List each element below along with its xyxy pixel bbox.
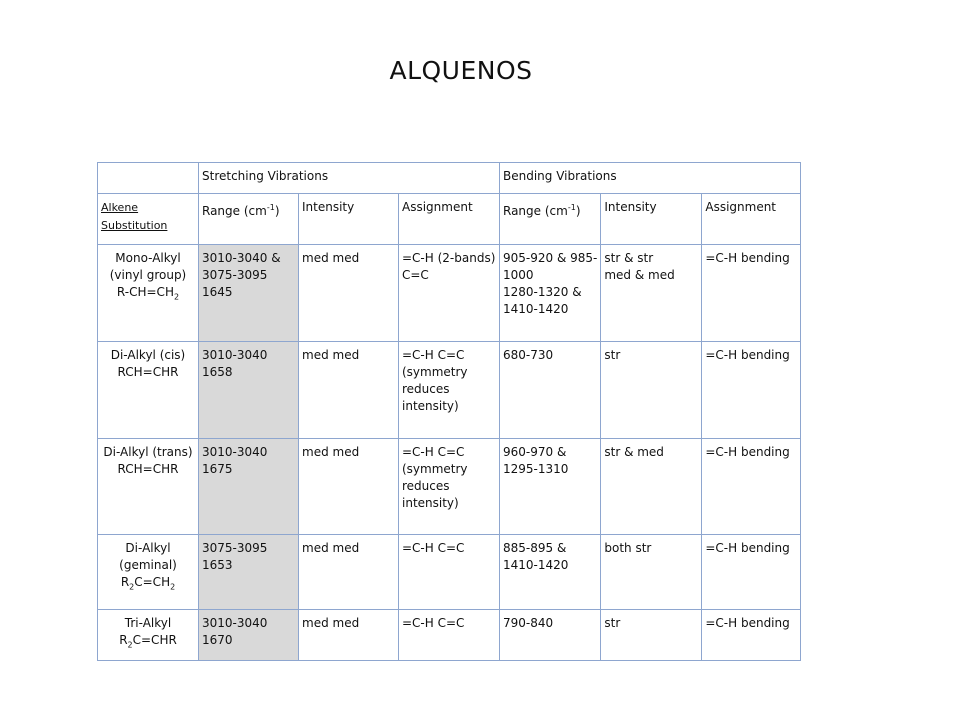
bending-vibrations-header: Bending Vibrations <box>500 163 801 194</box>
stretch-intensity-cell: med med <box>299 245 399 342</box>
bend-assignment-cell: =C-H bending <box>702 610 801 661</box>
bend-assignment-cell: =C-H bending <box>702 342 801 439</box>
substitution-cell: Di-Alkyl (geminal) $R_2C=CH_2$ <box>98 535 199 610</box>
stretch-intensity-cell: med med <box>299 610 399 661</box>
bend-range-cell: 790-840 <box>500 610 601 661</box>
bend-assignment-cell: =C-H bending <box>702 439 801 535</box>
table-group-header-row <box>98 163 801 194</box>
stretch-range-cell: 3075-3095 1653 <box>199 535 299 610</box>
header-range-stretch: Range $(cm^{-1})$ <box>199 194 299 245</box>
header-intensity-bend: Intensity <box>601 194 702 245</box>
stretch-range-cell: 3010-3040 & 3075-3095 1645 <box>199 245 299 342</box>
bend-assignment-cell: =C-H bending <box>702 535 801 610</box>
bend-intensity-cell: str <box>601 342 702 439</box>
bend-range-cell: 905-920 & 985- 1000 1280-1320 & 1410-1420 <box>500 245 601 342</box>
stretch-assignment-cell: =C-H (2-bands) C=C <box>399 245 500 342</box>
bend-assignment-cell: =C-H bending <box>702 245 801 342</box>
stretch-range-cell: 3010-3040 1658 <box>199 342 299 439</box>
stretch-assignment-cell: =C-H C=C (symmetry reduces intensity) <box>399 342 500 439</box>
stretch-assignment-cell: =C-H C=C (symmetry reduces intensity) <box>399 439 500 535</box>
table-row <box>98 535 801 610</box>
stretch-range-cell: 3010-3040 1675 <box>199 439 299 535</box>
table-column-header-row <box>98 194 801 245</box>
header-assignment-stretch: Assignment <box>399 194 500 245</box>
table-row <box>98 439 801 535</box>
stretch-intensity-cell: med med <box>299 535 399 610</box>
stretch-intensity-cell: med med <box>299 342 399 439</box>
stretch-range-cell: 3010-3040 1670 <box>199 610 299 661</box>
table-row <box>98 610 801 661</box>
substitution-cell: Tri-Alkyl $R_2C=CHR$ <box>98 610 199 661</box>
bend-intensity-cell: str & str med & med <box>601 245 702 342</box>
alkene-ir-table <box>97 162 801 661</box>
bend-range-cell: 680-730 <box>500 342 601 439</box>
substitution-cell: Di-Alkyl (trans) RCH=CHR <box>98 439 199 535</box>
header-range-bend: Range $(cm^{-1})$ <box>500 194 601 245</box>
table-row <box>98 342 801 439</box>
stretch-assignment-cell: =C-H C=C <box>399 535 500 610</box>
header-intensity-stretch: Intensity <box>299 194 399 245</box>
bend-range-cell: 885-895 & 1410-1420 <box>500 535 601 610</box>
bend-range-cell: 960-970 & 1295-1310 <box>500 439 601 535</box>
stretch-assignment-cell: =C-H C=C <box>399 610 500 661</box>
substitution-cell: Di-Alkyl (cis) RCH=CHR <box>98 342 199 439</box>
substitution-cell: Mono-Alkyl (vinyl group) $R-CH=CH_2$ <box>98 245 199 342</box>
bend-intensity-cell: both str <box>601 535 702 610</box>
bend-intensity-cell: str & med <box>601 439 702 535</box>
stretching-vibrations-header: Stretching Vibrations <box>199 163 500 194</box>
page-title: ALQUENOS <box>389 56 533 85</box>
table-row <box>98 245 801 342</box>
header-assignment-bend: Assignment <box>702 194 801 245</box>
header-alkene-substitution: Alkene Substitution <box>98 194 199 245</box>
bend-intensity-cell: str <box>601 610 702 661</box>
empty-corner-cell <box>98 163 199 194</box>
stretch-intensity-cell: med med <box>299 439 399 535</box>
